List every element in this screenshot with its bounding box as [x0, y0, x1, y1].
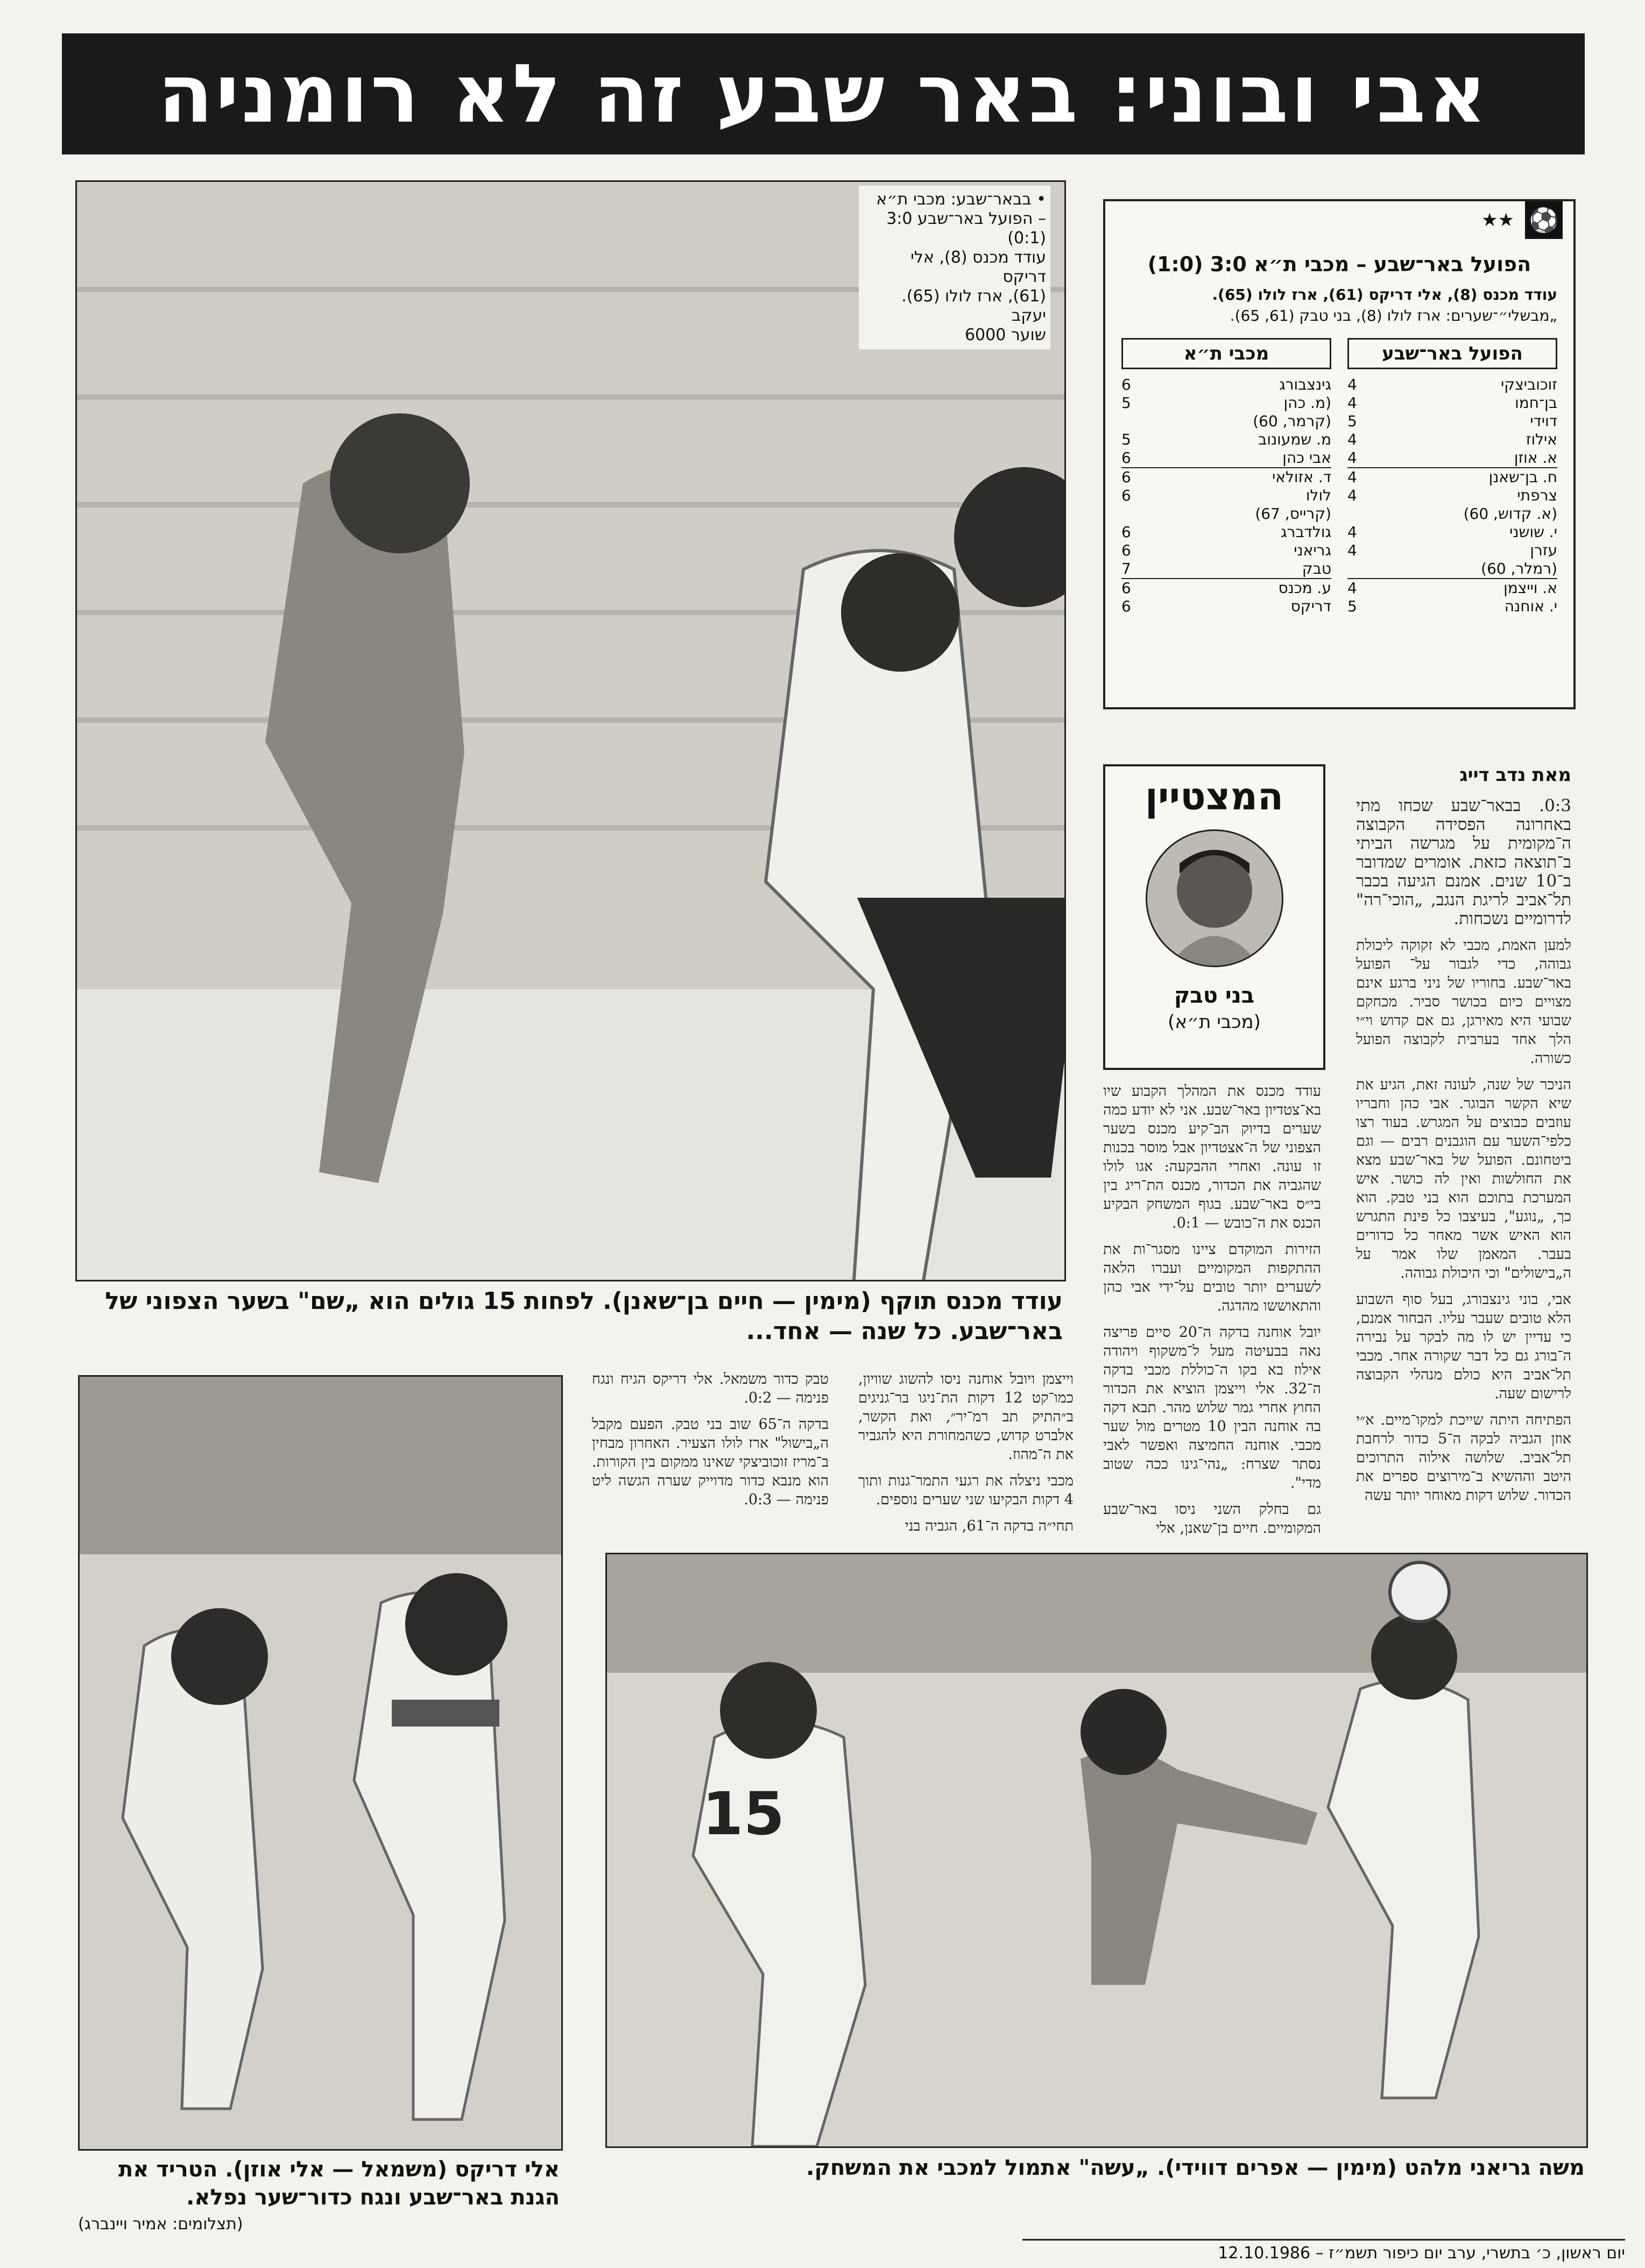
player-row — [1121, 597, 1331, 616]
article-column-1 — [1356, 797, 1571, 1512]
article-column-2 — [1103, 1082, 1321, 1545]
player-grade: 5 — [1121, 431, 1131, 448]
player-row — [1121, 376, 1331, 394]
player-row — [1121, 449, 1331, 467]
player-name: ח. בן־שאנן — [1488, 468, 1557, 486]
match-stats-box — [1103, 199, 1576, 709]
player-row — [1121, 412, 1331, 431]
player-name: גינצבורג — [1279, 376, 1331, 393]
player-grade: 7 — [1121, 560, 1131, 577]
player-grade: 4 — [1347, 468, 1357, 486]
player-name: (מ. כהן — [1283, 394, 1331, 412]
player-row — [1347, 541, 1557, 560]
article-paragraph: 0:3. בבאר־שבע שכחו מתי באחרונה הפסידה הקבוצה ה־מקומית על מגרשה הביתי ב־תוצאה כזאת. אומרים שמדובר ב־10 שנים. אמנם הגיעה בכבר תל־אביב לריגת הנגב, „הוכי־רה" לדרומיים נשכחות. — [1356, 796, 1571, 928]
player-name: מ. שמעונוב — [1258, 431, 1331, 448]
third-photo-caption: משה גריאני מלהט (מימין — אפרים דווידי). „עשה" אתמול למכבי את המשחק. — [806, 2156, 1585, 2180]
player-name: א. וייצמן — [1503, 579, 1557, 597]
player-name: (רמלר, 60) — [1481, 560, 1557, 577]
player-name: בן־חמו — [1515, 394, 1557, 412]
player-grade: 5 — [1347, 412, 1357, 430]
player-row — [1347, 560, 1557, 578]
player-name: לולו — [1305, 487, 1331, 504]
player-grade: 4 — [1347, 394, 1357, 412]
player-name: י. שושני — [1509, 523, 1557, 541]
article-paragraph: הפתיחה היתה שייכת למקו־מיים. א״י אוזן הגביה לבקה ה־5 כדור לרחבת תל־אביב. שלושה אילוה התרוכים היטב וההשיא ב־מירוצים ספרים את הכדור. שלוש דקות מאוחר יותר עשה — [1356, 1412, 1571, 1504]
second-photo — [78, 1375, 563, 2151]
player-grade: 5 — [1121, 394, 1131, 412]
main-photo-small-caption — [859, 186, 1050, 349]
player-name: (קרייס, 67) — [1255, 505, 1331, 523]
player-grade: 5 — [1347, 597, 1357, 615]
player-grade: 6 — [1121, 523, 1131, 541]
player-row — [1347, 394, 1557, 412]
player-name: גריאני — [1294, 541, 1331, 559]
player-row — [1121, 487, 1331, 505]
player-row — [1121, 431, 1331, 449]
article-paragraph: בדקה ה־65 שוב בני טבק. הפעם מקבל ה„בישול" ארז לולו הצעיר. האחרון מבחין ב־מריז זוכוביצקי שאינו ממקום בין הקורות. הוא מנבא כדור מדוייק שערה הגשה ליט פנימה — 0:3. — [592, 1416, 829, 1508]
article-paragraph: טבק כדור משמאל. אלי דריקס הגיח ונגח פנימה — 0:2. — [592, 1371, 829, 1406]
byline: מאת נדב דייג — [1459, 764, 1571, 786]
match-assists: „מבשלי״־שערים: ארז לולו (8), בני טבק (61, 65). — [1230, 307, 1557, 325]
standout-name: בני טבק — [1174, 983, 1255, 1008]
standout-title: המצטיין — [1145, 774, 1284, 819]
player-grade: 4 — [1347, 376, 1357, 393]
article-paragraph: יובל אוחנה בדקה ה־20 סיים פריצה נאה בבעיטה מעל ל־משקוף ויהודה אילוז בא בקו ה־כוללת מכבי בדקה ה־32. אלי וייצמן הוציא את הכדור החוץ אחרי גמר שלוש מהר. תבא דקה בה אוחנה הבין 10 מטרים מול שער מכבי. אוחנה החמיצה ואפשר לאבי נסתר שצרח: „נהי־גינו ככה שטוב מדי". — [1103, 1324, 1321, 1491]
player-row — [1121, 523, 1331, 541]
article-paragraph: גם בחלק השני ניסו באר־שבע המקומיים. חיים בן־שאנן, אלי — [1103, 1501, 1321, 1537]
player-grade: 6 — [1121, 376, 1131, 393]
article-paragraph: עודד מכנס את המהלך הקבוע שיו בא־צטדיון באר־שבע. אני לא יודע כמה שערים בדיוק הב־קיע מכנס בשער הצפוני של ה־אצטדיון אבל מוסר בכנות זו עונה. ואחרי ההבקעה: אגו לולו שהגביה את הכדור, מכנס הת־ריג בין בי״ס באר־שבע. בגוף המשחק הבקיע הכנס את ה־כובש — 0:1. — [1103, 1083, 1321, 1231]
player-row — [1347, 431, 1557, 449]
player-row — [1121, 541, 1331, 560]
article-paragraph: וייצמן ויובל אוחנה ניסו להשוג שוויון, כמו־קט 12 דקות הת־ניגו בר־גניגים ב״התיק תב רמ־יר״, ואת הקשר, אלברט קדוש, כשהמחורת היא להגביר את ה־מהוז. — [858, 1371, 1074, 1463]
player-name: דריקס — [1290, 597, 1331, 615]
player-row — [1347, 505, 1557, 523]
main-photo-caption: עודד מכנס תוקף (מימין — חיים בן־שאנן). לפחות 15 גולים הוא „שם" בשער הצפוני של באר־שבע. כל שנה — אחד... — [105, 1287, 1063, 1345]
players-heading-image — [80, 1377, 561, 2149]
player-name: י. אוחנה — [1504, 597, 1557, 615]
player-grade: 4 — [1347, 449, 1357, 467]
match-title: הפועל באר־שבע – מכבי ת״א 3:0 (1:0) — [1147, 252, 1531, 276]
players-kicking-image — [607, 1554, 1586, 2146]
player-name: טבק — [1302, 560, 1331, 577]
player-name: זוכוביצקי — [1501, 376, 1557, 393]
team-left-column — [1121, 338, 1331, 616]
player-row — [1347, 376, 1557, 394]
player-grade: 4 — [1347, 487, 1357, 504]
football-icon: ⚽ — [1525, 201, 1563, 239]
player-grade: 6 — [1121, 579, 1131, 597]
player-name: גולדברג — [1281, 523, 1331, 541]
player-name: עזרן — [1530, 541, 1557, 559]
player-grade: 6 — [1121, 597, 1131, 615]
headline: אבי ובוני: באר שבע זה לא רומניה — [62, 33, 1585, 154]
player-grade: 6 — [1121, 541, 1131, 559]
caption-line: – הפועל באר־שבע 3:0 (0:1) — [886, 209, 1046, 248]
photo-credit: (תצלומים: אמיר ויינברג) — [78, 2215, 243, 2234]
player-grade: 4 — [1347, 541, 1357, 559]
standout-portrait — [1146, 829, 1283, 967]
player-grade: 6 — [1121, 449, 1131, 467]
article-column-3 — [858, 1370, 1074, 1543]
caption-line: • בבאר־שבע: מכבי ת״א — [876, 190, 1046, 209]
player-row — [1121, 560, 1331, 578]
player-row — [1121, 394, 1331, 412]
standout-box — [1103, 764, 1325, 1070]
player-name: (קרמר, 60) — [1253, 412, 1331, 430]
player-name: אבי כהן — [1282, 449, 1331, 467]
player-row — [1347, 487, 1557, 505]
match-scorers: עודד מכנס (8), אלי דריקס (61), ארז לולו (65). — [1212, 286, 1557, 304]
player-name: ע. מכנס — [1278, 579, 1331, 597]
player-row — [1347, 449, 1557, 467]
third-photo — [605, 1553, 1588, 2148]
player-name: דוידי — [1530, 412, 1557, 430]
article-paragraph: תחי״ה בדקה ה־61, הגביה בני — [905, 1518, 1074, 1534]
caption-line: עודד מכנס (8), אלי דריקס — [910, 248, 1046, 286]
second-photo-caption: אלי דריקס (משמאל — אלי אוזן). הטריד את הגנת באר־שבע ונגח כדור־שער נפלא. — [118, 2157, 560, 2210]
player-row — [1121, 467, 1331, 487]
article-paragraph: הניכר של שנה, לעונה זאת, הגיע את שיא הקשר הבוגר. אבי כהן וחבריו עוזבים כבוצים על המגרש. בעוד רצו כלפי־השער עם הוגבנים רבים — וגם ביטחונם. הפועל של באר־שבע מצא את החולשות ואין לה כושר. איש המערכת בתוכם הוא בני טבק. הוא כך, „נוגע", בעיצבו כל פינת התגרש הוא האיש אשר מאחר כל כדורים בעבר. המאמן שלו אמר על ה„בישולים" וכי היכולת גבוהה. — [1356, 1076, 1571, 1281]
player-row — [1347, 467, 1557, 487]
player-grade: 6 — [1121, 468, 1131, 486]
player-name: ד. אזולאי — [1272, 468, 1331, 486]
player-row — [1347, 578, 1557, 597]
team-right-column — [1347, 338, 1557, 616]
date-footer: יום ראשון, כ׳ בתשרי, ערב יום כיפור תשמ״ז – 12.10.1986 — [1022, 2239, 1625, 2263]
player-row — [1347, 523, 1557, 541]
article-paragraph: מכבי ניצלה את רגעי התמר־גנות ותוך 4 דקות הבקיעו שני שערים נוספים. — [858, 1473, 1074, 1508]
article-column-4 — [592, 1370, 829, 1517]
player-grade: 4 — [1347, 579, 1357, 597]
player-row — [1347, 412, 1557, 431]
article-paragraph: הזירות המוקדם ציינו מסגר־ות את ההתקפות המקומיים ועברו הלאה לשערים יותר טובים על־ידי אבי כהן והתאוששו מהדגה. — [1103, 1241, 1321, 1314]
caption-line: (61), ארז לולו (65). יעקב — [901, 287, 1046, 325]
player-grade: 4 — [1347, 523, 1357, 541]
player-name: א. אוזן — [1514, 449, 1557, 467]
player-name: צרפתי — [1517, 487, 1557, 504]
player-name: (א. קדוש, 60) — [1463, 505, 1557, 523]
jersey-number: 15 — [702, 1779, 785, 1848]
article-paragraph: אבי, בוני גינצבורג, בעל סוף השבוע הלא טובים שעבר עליו. הבחור אמנם, כי עדיין יש לו מה לבקר על נבירה ה־בורג גם כל דבר שקורה אחר. מכבי תל־אביב היא כולם מנהלי הקבוצה לרישום שעה. — [1356, 1291, 1571, 1402]
player-grade: 6 — [1121, 487, 1131, 504]
team-left-name: מכבי ת״א — [1121, 338, 1331, 369]
rating-stars: ★★ — [1481, 209, 1514, 231]
player-name: אילוז — [1526, 431, 1557, 448]
article-paragraph: למען האמת, מכבי לא זקוקה ליכולת גבוהה, כדי לגבור על־ הפועל באר־שבע. בחוריו של ניני ברגע אינם מצויים כיום בכושר סביר. מכחקם שבועי היא מאירגן, גם אם קדוש וי״י הלך אחד בערבית לקבוצה הפועל כשורה. — [1356, 937, 1571, 1067]
player-row — [1121, 578, 1331, 597]
team-right-name: הפועל באר־שבע — [1347, 338, 1557, 369]
player-row — [1121, 505, 1331, 523]
standout-team: (מכבי ת״א) — [1168, 1011, 1261, 1033]
player-row — [1347, 597, 1557, 616]
caption-line: שוער 6000 — [964, 326, 1046, 344]
player-grade: 4 — [1347, 431, 1357, 448]
